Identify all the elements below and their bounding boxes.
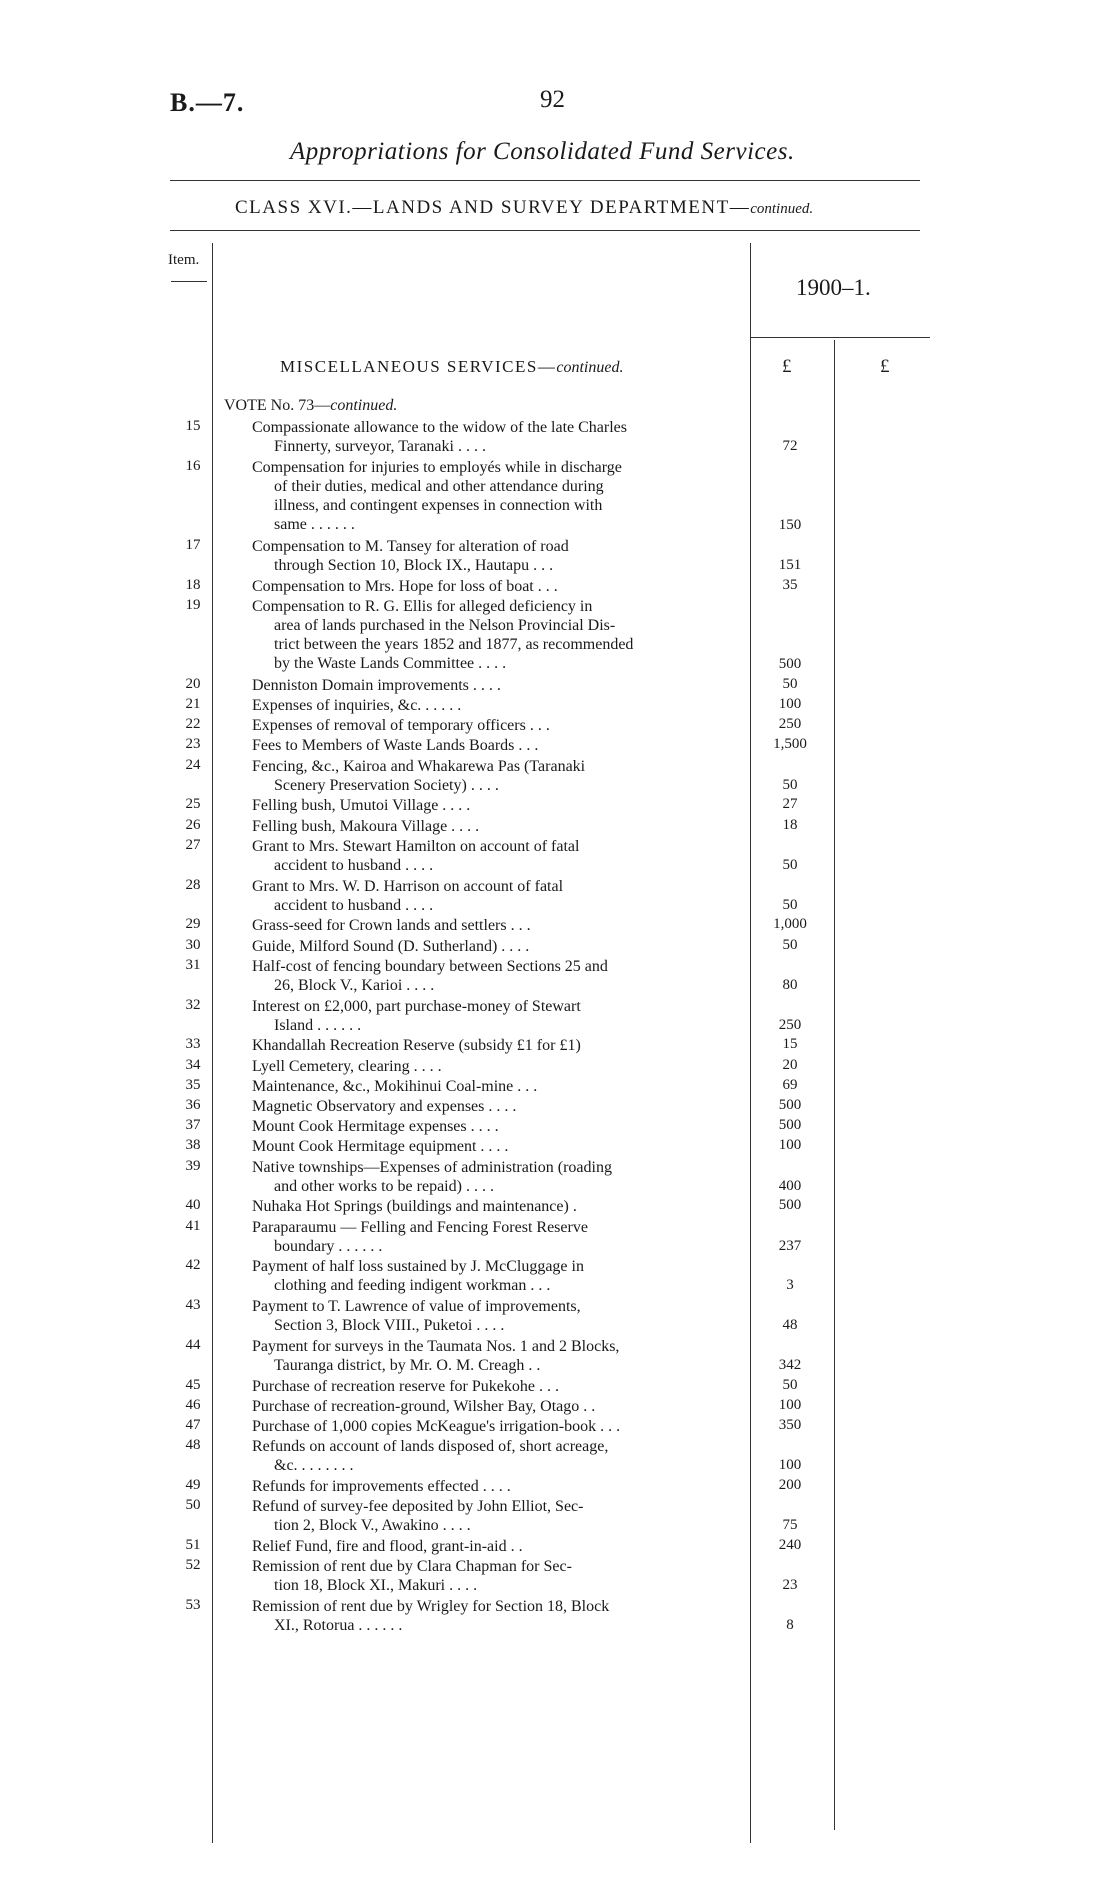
item-amount: 500 (778, 1097, 802, 1113)
item-number: 41 (185, 1218, 201, 1234)
item-amount: 100 (778, 1137, 802, 1153)
description-line: Expenses of inquiries, &c. . . . . . (252, 697, 462, 714)
item-amount: 500 (778, 655, 802, 672)
description-line: Tauranga district, by Mr. O. M. Creagh . . (274, 1357, 541, 1374)
item-amount: 100 (778, 696, 802, 712)
description-line: Refunds for improvements effected . . . . (252, 1478, 511, 1495)
item-number: 17 (185, 537, 201, 553)
item-amount: 1,500 (773, 736, 807, 752)
description-line: Payment for surveys in the Taumata Nos. 1 and 2 Blocks, (252, 1338, 620, 1355)
item-amount: 150 (778, 516, 802, 533)
item-number: 43 (185, 1297, 201, 1313)
description-line: &c. . . . . . . . (274, 1457, 354, 1474)
section-title-text: MISCELLANEOUS SERVICES— (280, 357, 557, 376)
description-line: Magnetic Observatory and expenses . . . . (252, 1098, 517, 1115)
item-description (252, 1437, 742, 1475)
item-amount: 237 (778, 1237, 802, 1254)
item-description (252, 1158, 742, 1196)
description-line: accident to husband . . . . (274, 897, 434, 914)
item-amount: 75 (782, 1516, 798, 1533)
description-line: Relief Fund, fire and flood, grant-in-aid . . (252, 1538, 523, 1555)
item-amount: 48 (782, 1316, 798, 1333)
item-number: 30 (185, 937, 201, 953)
item-description (252, 458, 742, 534)
description-line: Grant to Mrs. Stewart Hamilton on account of fatal (252, 838, 580, 855)
item-description (252, 676, 742, 695)
item-number: 37 (185, 1117, 201, 1133)
vote-suffix: continued. (330, 397, 398, 414)
section-title (280, 357, 623, 377)
item-number: 28 (185, 877, 201, 893)
item-amount: 27 (782, 796, 798, 812)
item-number: 38 (185, 1137, 201, 1153)
item-amount: 35 (782, 577, 798, 593)
item-amount: 50 (782, 776, 798, 793)
item-amount: 50 (782, 1377, 798, 1393)
item-amount: 69 (782, 1077, 798, 1093)
description-line: Remission of rent due by Clara Chapman for Sec- (252, 1558, 572, 1575)
description-line: clothing and feeding indigent workman . . . (274, 1277, 551, 1294)
description-line: tion 2, Block V., Awakino . . . . (274, 1517, 471, 1534)
item-amount: 151 (778, 556, 802, 573)
item-description (252, 418, 742, 456)
description-line: Fees to Members of Waste Lands Boards . . . (252, 737, 539, 754)
description-line: same . . . . . . (274, 516, 355, 533)
item-description (252, 736, 742, 755)
item-description (252, 1097, 742, 1116)
vote-text: VOTE No. 73— (224, 397, 331, 414)
description-line: Compensation for injuries to employés while in discharge (252, 459, 622, 476)
description-line: and other works to be repaid) . . . . (274, 1178, 494, 1195)
item-description (252, 1537, 742, 1556)
description-line: Paraparaumu — Felling and Fencing Forest Reserve (252, 1219, 588, 1236)
item-description (252, 1137, 742, 1156)
item-number: 45 (185, 1377, 201, 1393)
item-description (252, 577, 742, 596)
document-reference: B.—7. (170, 88, 245, 117)
item-description (252, 1197, 742, 1216)
item-number: 34 (185, 1057, 201, 1073)
item-amount: 100 (778, 1456, 802, 1473)
item-amount: 15 (782, 1036, 798, 1052)
description-line: Scenery Preservation Society) . . . . (274, 777, 499, 794)
description-line: Grass-seed for Crown lands and settlers . . . (252, 917, 531, 934)
vote-heading (224, 397, 397, 415)
item-description (252, 1057, 742, 1076)
item-header-dash (171, 281, 207, 282)
description-line: area of lands purchased in the Nelson Provincial Dis- (274, 617, 616, 634)
description-line: Section 3, Block VIII., Puketoi . . . . (274, 1317, 505, 1334)
item-number: 21 (185, 696, 201, 712)
item-description (252, 1497, 742, 1535)
item-number: 51 (185, 1537, 201, 1553)
description-line: Native townships—Expenses of administration (roading (252, 1159, 612, 1176)
item-description (252, 957, 742, 995)
description-line: Purchase of recreation-ground, Wilsher Bay, Otago . . (252, 1398, 596, 1415)
description-line: Lyell Cemetery, clearing . . . . (252, 1058, 442, 1075)
item-description (252, 937, 742, 956)
item-description (252, 597, 742, 673)
item-amount: 50 (782, 856, 798, 873)
rule-top (170, 180, 920, 181)
description-line: Refund of survey-fee deposited by John Elliot, Sec- (252, 1498, 584, 1515)
item-amount: 500 (778, 1197, 802, 1213)
description-line: Purchase of recreation reserve for Pukekohe . . . (252, 1378, 559, 1395)
description-line: Nuhaka Hot Springs (buildings and maintenance) . (252, 1198, 577, 1215)
item-description (252, 1417, 742, 1436)
description-amount-rule (750, 243, 751, 1843)
description-line: Felling bush, Umutoi Village . . . . (252, 797, 471, 814)
description-line: Maintenance, &c., Mokihinui Coal-mine . . . (252, 1078, 538, 1095)
item-description (252, 877, 742, 915)
item-description (252, 1397, 742, 1416)
item-amount: 342 (778, 1356, 802, 1373)
description-line: Compensation to Mrs. Hope for loss of boat . . . (252, 578, 558, 595)
item-description (252, 696, 742, 715)
item-number: 39 (185, 1158, 201, 1174)
item-number: 52 (185, 1557, 201, 1573)
description-line: Mount Cook Hermitage equipment . . . . (252, 1138, 509, 1155)
item-number: 50 (185, 1497, 201, 1513)
item-number: 27 (185, 837, 201, 853)
item-number: 48 (185, 1437, 201, 1453)
item-description (252, 1117, 742, 1136)
pound-unit-col1: £ (782, 356, 792, 377)
item-number: 22 (185, 716, 201, 732)
item-number: 18 (185, 577, 201, 593)
item-amount: 350 (778, 1417, 802, 1433)
item-amount: 50 (782, 937, 798, 953)
item-amount: 400 (778, 1177, 802, 1194)
page-number: 92 (540, 86, 565, 113)
item-amount: 500 (778, 1117, 802, 1133)
item-amount: 50 (782, 896, 798, 913)
description-line: Mount Cook Hermitage expenses . . . . (252, 1118, 499, 1135)
description-line: by the Waste Lands Committee . . . . (274, 655, 507, 672)
item-description (252, 1337, 742, 1375)
item-number: 44 (185, 1337, 201, 1353)
item-number: 16 (185, 458, 201, 474)
description-line: Guide, Milford Sound (D. Sutherland) . . . . (252, 938, 530, 955)
description-line: trict between the years 1852 and 1877, as recommended (274, 636, 634, 653)
item-description (252, 997, 742, 1035)
item-amount: 3 (786, 1276, 794, 1293)
item-number: 35 (185, 1077, 201, 1093)
item-description (252, 716, 742, 735)
description-line: accident to husband . . . . (274, 857, 434, 874)
description-line: Expenses of removal of temporary officers . . . (252, 717, 550, 734)
item-description (252, 817, 742, 836)
item-amount: 1,000 (773, 916, 807, 932)
description-line: Fencing, &c., Kairoa and Whakarewa Pas (Taranaki (252, 758, 586, 775)
item-description (252, 796, 742, 815)
item-number: 46 (185, 1397, 201, 1413)
description-line: Interest on £2,000, part purchase-money of Stewart (252, 998, 581, 1015)
item-number: 49 (185, 1477, 201, 1493)
item-description (252, 1036, 742, 1055)
item-description (252, 1477, 742, 1496)
description-line: Payment of half loss sustained by J. McCluggage in (252, 1258, 584, 1275)
description-line: tion 18, Block XI., Makuri . . . . (274, 1577, 478, 1594)
section-title-suffix: continued. (556, 359, 624, 376)
item-description (252, 1257, 742, 1295)
description-line: Khandallah Recreation Reserve (subsidy £1 for £1) (252, 1037, 581, 1054)
class-title-suffix: continued. (750, 201, 814, 217)
item-column-header: Item. (168, 252, 200, 268)
item-number: 23 (185, 736, 201, 752)
item-amount: 8 (786, 1616, 794, 1633)
item-amount: 72 (782, 437, 798, 454)
class-title-text: CLASS XVI.—LANDS AND SURVEY DEPARTMENT— (235, 197, 751, 218)
item-number: 29 (185, 916, 201, 932)
year-header-rule (750, 337, 930, 338)
description-line: Compensation to M. Tansey for alteration of road (252, 538, 569, 555)
description-line: Compensation to R. G. Ellis for alleged deficiency in (252, 598, 593, 615)
description-line: Payment to T. Lawrence of value of improvements, (252, 1298, 581, 1315)
item-number: 53 (185, 1597, 201, 1613)
item-description (252, 1077, 742, 1096)
year-column-header: 1900–1. (796, 275, 871, 300)
item-description (252, 1597, 742, 1635)
class-title (235, 197, 813, 219)
description-line: Denniston Domain improvements . . . . (252, 677, 501, 694)
page-heading: Appropriations for Consolidated Fund Services. (290, 138, 795, 165)
item-amount: 23 (782, 1576, 798, 1593)
description-line: illness, and contingent expenses in connection with (274, 497, 603, 514)
item-description (252, 537, 742, 575)
item-number: 19 (185, 597, 201, 613)
item-number: 40 (185, 1197, 201, 1213)
item-description (252, 757, 742, 795)
description-line: Finnerty, surveyor, Taranaki . . . . (274, 438, 486, 455)
item-number: 32 (185, 997, 201, 1013)
description-line: Compassionate allowance to the widow of the late Charles (252, 419, 628, 436)
pound-unit-col2: £ (880, 356, 890, 377)
item-description (252, 1377, 742, 1396)
description-line: Grant to Mrs. W. D. Harrison on account of fatal (252, 878, 564, 895)
description-line: of their duties, medical and other attendance during (274, 478, 604, 495)
item-column-rule (212, 243, 213, 1843)
item-amount: 240 (778, 1537, 802, 1553)
item-amount: 100 (778, 1397, 802, 1413)
amount-columns-rule (834, 340, 835, 1830)
item-amount: 20 (782, 1057, 798, 1073)
item-description (252, 916, 742, 935)
description-line: boundary . . . . . . (274, 1238, 383, 1255)
item-number: 33 (185, 1036, 201, 1052)
item-number: 47 (185, 1417, 201, 1433)
description-line: Half-cost of fencing boundary between Sections 25 and (252, 958, 608, 975)
description-line: through Section 10, Block IX., Hautapu . . . (274, 557, 554, 574)
description-line: Island . . . . . . (274, 1017, 362, 1034)
description-line: XI., Rotorua . . . . . . (274, 1617, 403, 1634)
item-number: 26 (185, 817, 201, 833)
item-number: 24 (185, 757, 201, 773)
description-line: Refunds on account of lands disposed of, short acreage, (252, 1438, 609, 1455)
item-number: 15 (185, 418, 201, 434)
item-amount: 50 (782, 676, 798, 692)
description-line: Felling bush, Makoura Village . . . . (252, 818, 480, 835)
item-amount: 200 (778, 1477, 802, 1493)
item-amount: 18 (782, 817, 798, 833)
rule-below-class (170, 230, 920, 231)
item-description (252, 1218, 742, 1256)
item-number: 31 (185, 957, 201, 973)
item-number: 36 (185, 1097, 201, 1113)
item-number: 20 (185, 676, 201, 692)
item-description (252, 837, 742, 875)
item-description (252, 1557, 742, 1595)
item-number: 25 (185, 796, 201, 812)
description-line: Purchase of 1,000 copies McKeague's irrigation-book . . . (252, 1418, 621, 1435)
item-amount: 250 (778, 716, 802, 732)
description-line: 26, Block V., Karioi . . . . (274, 977, 435, 994)
item-description (252, 1297, 742, 1335)
description-line: Remission of rent due by Wrigley for Section 18, Block (252, 1598, 610, 1615)
item-amount: 250 (778, 1016, 802, 1033)
item-number: 42 (185, 1257, 201, 1273)
item-amount: 80 (782, 976, 798, 993)
